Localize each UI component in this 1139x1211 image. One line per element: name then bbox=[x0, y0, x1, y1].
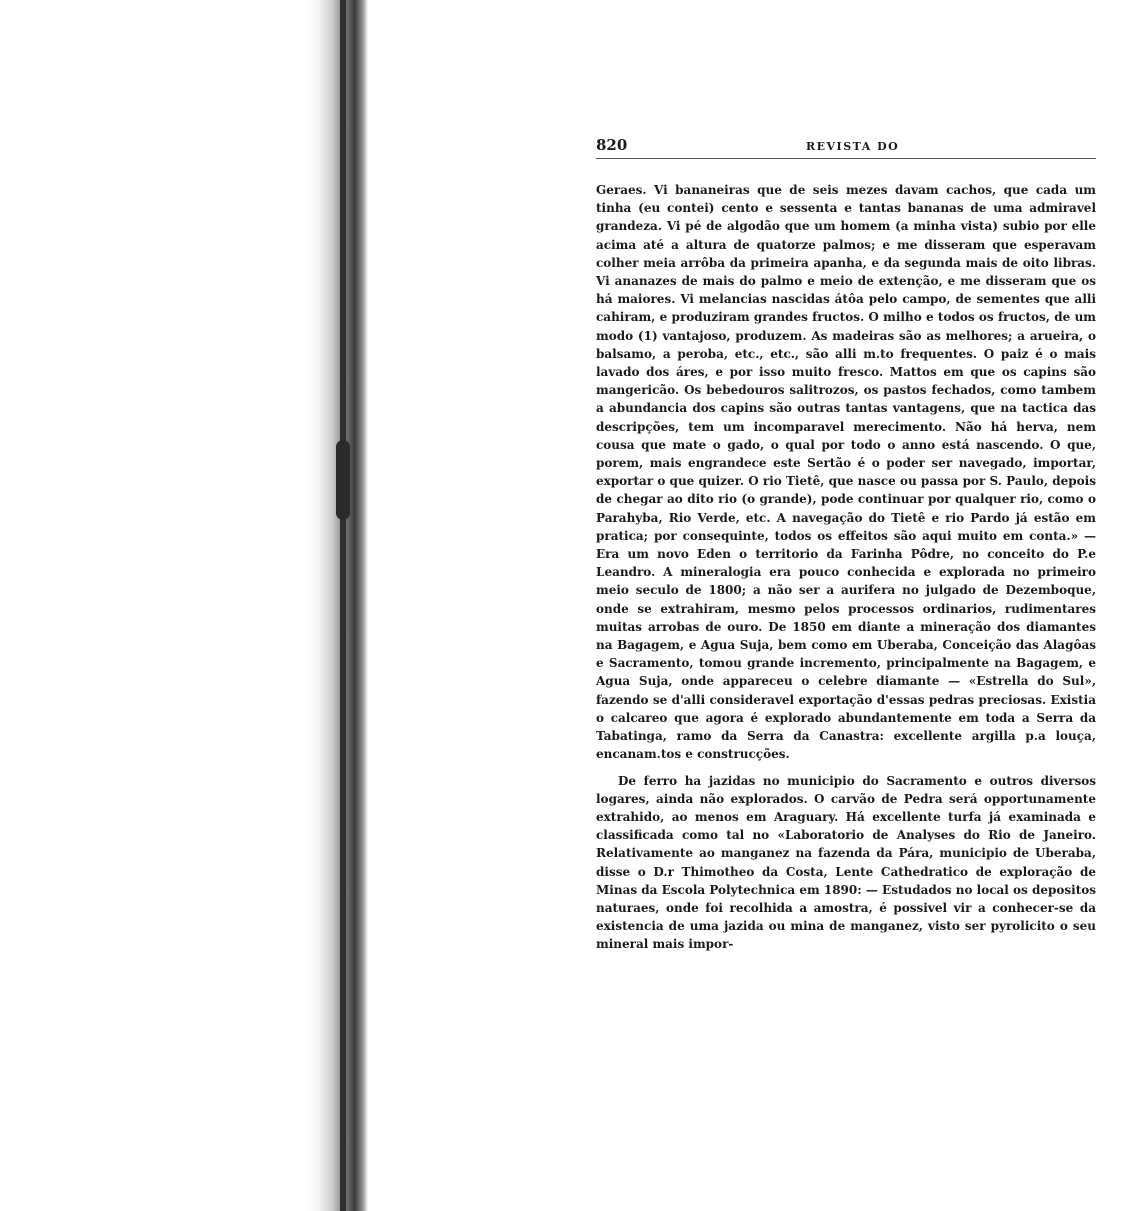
spine-binding-mark bbox=[336, 440, 350, 520]
page-number: 820 bbox=[596, 136, 628, 154]
book-page bbox=[596, 134, 1096, 954]
page-header bbox=[596, 134, 1096, 159]
running-head: REVISTA DO bbox=[806, 140, 900, 153]
paragraph-2: De ferro ha jazidas no municipio do Sacramento e outros diversos logares, ainda não explorados. O carvão de Pedra será opportunamente extrahido, ao menos em Araguary. Há excellente turfa já examinada e classificada como tal no «Laboratorio de Analyses do Rio de Janeiro. Relativamente ao manganez na fazenda da Pára, municipio de Uberaba, disse o D.r Thimotheo da Costa, Lente Cathedratico de exploração de Minas da Escola Polytechnica em 1890: — Estudados no local os depositos naturaes, onde foi recolhida a amostra, é possivel vir a conhecer-se da existencia de uma jazida ou mina de manganez, visto ser pyrolicito o seu mineral mais impor- bbox=[596, 773, 1096, 952]
spine-shadow-line bbox=[340, 0, 346, 1211]
book-spine-gutter bbox=[308, 0, 368, 1211]
paragraph-1: Geraes. Vi bananeiras que de seis mezes davam cachos, que cada um tinha (eu contei) cento e sessenta e tantas bananas de uma admiravel grandeza. Vi pé de algodão que um homem (a minha vista) subio por elle acima até a altura de quatorze palmos; e me disseram que esperavam colher meia arrôba da primeira apanha, e da segunda mais de oito libras. Vi ananazes de mais do palmo e meio de extenção, e me disseram que os há maiores. Vi melancias nascidas átôa pelo campo, de sementes que alli cahiram, e produziram grandes fructos. O milho e todos os fructos, de um modo (1) vantajoso, produzem. As madeiras são as melhores; a arueira, o balsamo, a peroba, etc., etc., são alli m.to frequentes. O paiz é o mais lavado dos áres, e por isso muito fresco. Mattos em que os capins são mangericão. Os bebedouros salitrozos, os pastos fechados, como tambem a abundancia dos capins são outras tantas vantagens, que na tactica das descripções, tem um incomparavel merecimento. Não há herva, nem cousa que mate o gado, o qual por todo o anno está nascendo. O que, porem, mais engrandece este Sertão é o poder ser navegado, importar, exportar o que quizer. O rio Tietê, que nasce ou passa por S. Paulo, depois de chegar ao dito rio (o grande), pode continuar por qualquer rio, como o Parahyba, Rio Verde, etc. A navegação do Tietê e rio Pardo já estão em pratica; por consequinte, todos os effeitos são aqui muito em conta.» — Era um novo Eden o territorio da Farinha Pôdre, no conceito do P.e Leandro. A mineralogia era pouco conhecida e explorada no primeiro meio seculo de 1800; a não ser a aurifera no julgado de Dezemboque, onde se extrahiram, mesmo pelos processos ordinarios, rudimentares muitas arrobas de ouro. De 1850 em diante a mineração dos diamantes na Bagagem, e Agua Suja, bem como em Uberaba, Conceição das Alagôas e Sacramento, tomou grande incremento, principalmente na Bagagem, e Agua Suja, onde appareceu o celebre diamante — «Estrella do Sul», fazendo se d'alli consideravel exportação d'essas pedras preciosas. Existia o calcareo que agora é explorado abundantemente em toda a Serra da Tabatinga, ramo da Serra da Canastra: excellente argilla p.a louça, encanam.tos e construcções. bbox=[596, 183, 1096, 762]
page-body bbox=[596, 181, 1096, 954]
